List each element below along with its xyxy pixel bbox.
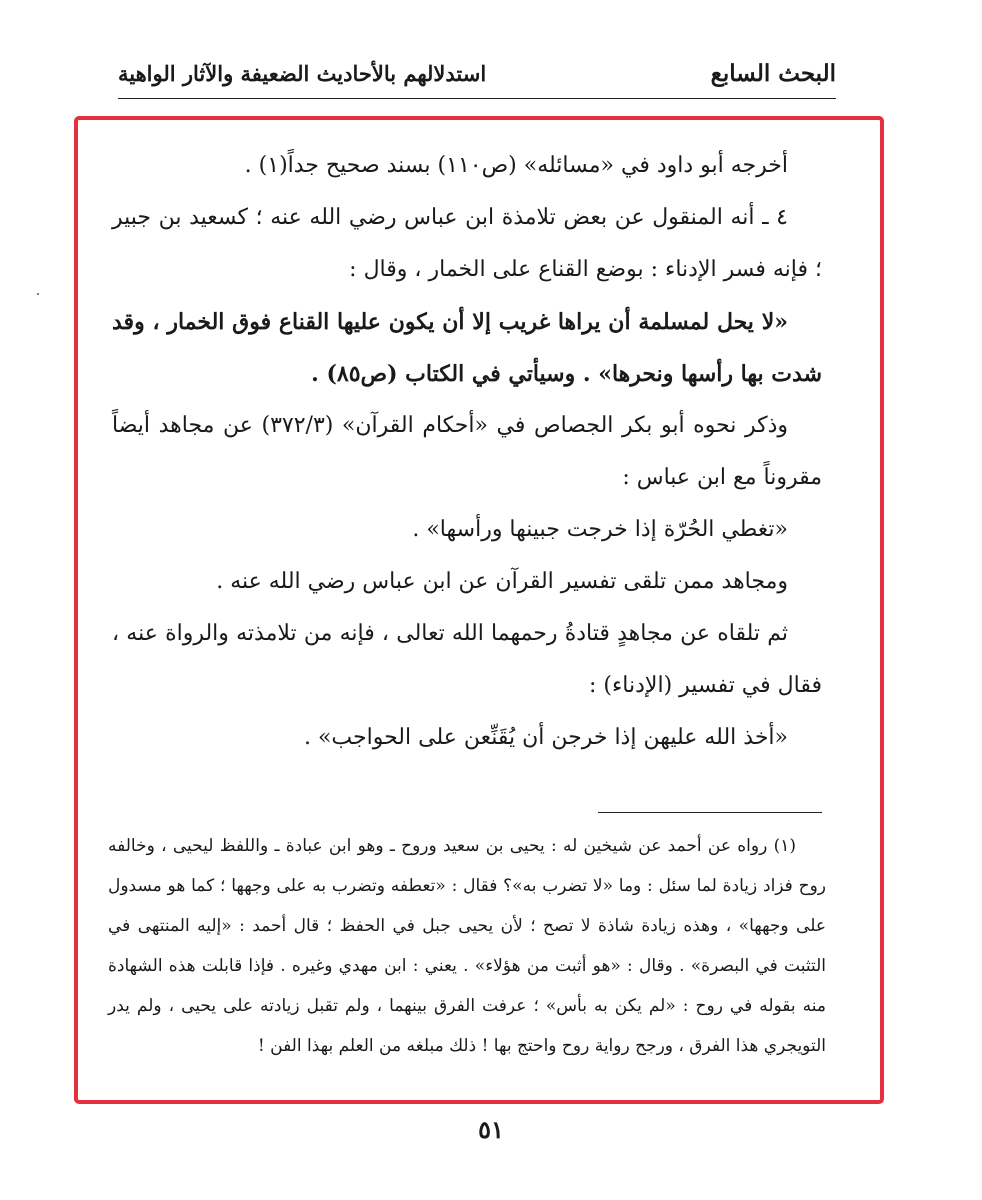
paragraph-source-citation: أخرجه أبو داود في «مسائله» (ص١١٠) بسند صحيح جداً(١) . [244,153,788,178]
running-title: استدلالهم بالأحاديث الضعيفة والآثار الواهية [118,61,487,86]
footnote-divider [598,812,822,813]
main-text [112,140,822,764]
chapter-heading: البحث السابع [710,60,836,87]
footnote-text: (١) رواه عن أحمد عن شيخين له : يحيى بن سعيد وروح ـ وهو ابن عبادة ـ واللفظ ليحيى ، وخالفه روح فزاد زيادة لما سئل : وما «لا تضرب به»؟ فقال : «تعطفه وتضرب به على وجهها ؛ كما هو مسدول على وجهها» ، وهذه زيادة شاذة لا تصح ؛ لأن يحيى جبل في الحفظ ؛ قال أحمد : «إليه المنتهى في التثبت في البصرة» . وقال : «هو أثبت من هؤلاء» . يعني : ابن مهدي وغيره . فإذا قابلت هذه الشهادة منه بقوله في روح : «لم يكن به بأس» ؛ عرفت الفرق بينهما ، ولم تقبل زيادته على يحيى ، ولم يدر التويجري هذا الفرق ، ورجح رواية روح واحتج بها ! ذلك مبلغه من العلم بهذا الفن ! [108,836,826,1056]
footnote-block [108,826,826,1066]
header-divider [118,98,836,99]
paragraph-qatada-intro: ثم تلقاه عن مجاهدٍ قتادةُ رحمهما الله تعالى ، فإنه من تلامذته والرواة عنه ، فقال في تفسير (الإدناء) : [112,621,822,698]
paragraph-point-four: ٤ ـ أنه المنقول عن بعض تلامذة ابن عباس رضي الله عنه ؛ كسعيد بن جبير ؛ فإنه فسر الإدناء : بوضع القناع على الخمار ، وقال : [112,205,822,282]
paragraph-quote-qatada: «أخذ الله عليهن إذا خرجن أن يُقَنِّعن على الحواجب» . [303,725,788,750]
running-header [118,58,836,98]
paragraph-jassas-reference: وذكر نحوه أبو بكر الجصاص في «أحكام القرآن» (٣٧٢/٣) عن مجاهد أيضاً مقروناً مع ابن عباس : [112,413,822,490]
margin-speck [37,293,39,295]
paragraph-quote-mujahid: «تغطي الحُرّة إذا خرجت جبينها ورأسها» . [412,517,788,542]
paragraph-quote-said-ibn-jubayr: «لا يحل لمسلمة أن يراها غريب إلا أن يكون عليها القناع فوق الخمار ، وقد شدت بها رأسها ونحرها» . وسيأتي في الكتاب (ص٨٥) . [112,309,822,387]
paragraph-mujahid-note: ومجاهد ممن تلقى تفسير القرآن عن ابن عباس رضي الله عنه . [216,569,788,594]
page-number: ٥١ [478,1115,504,1144]
